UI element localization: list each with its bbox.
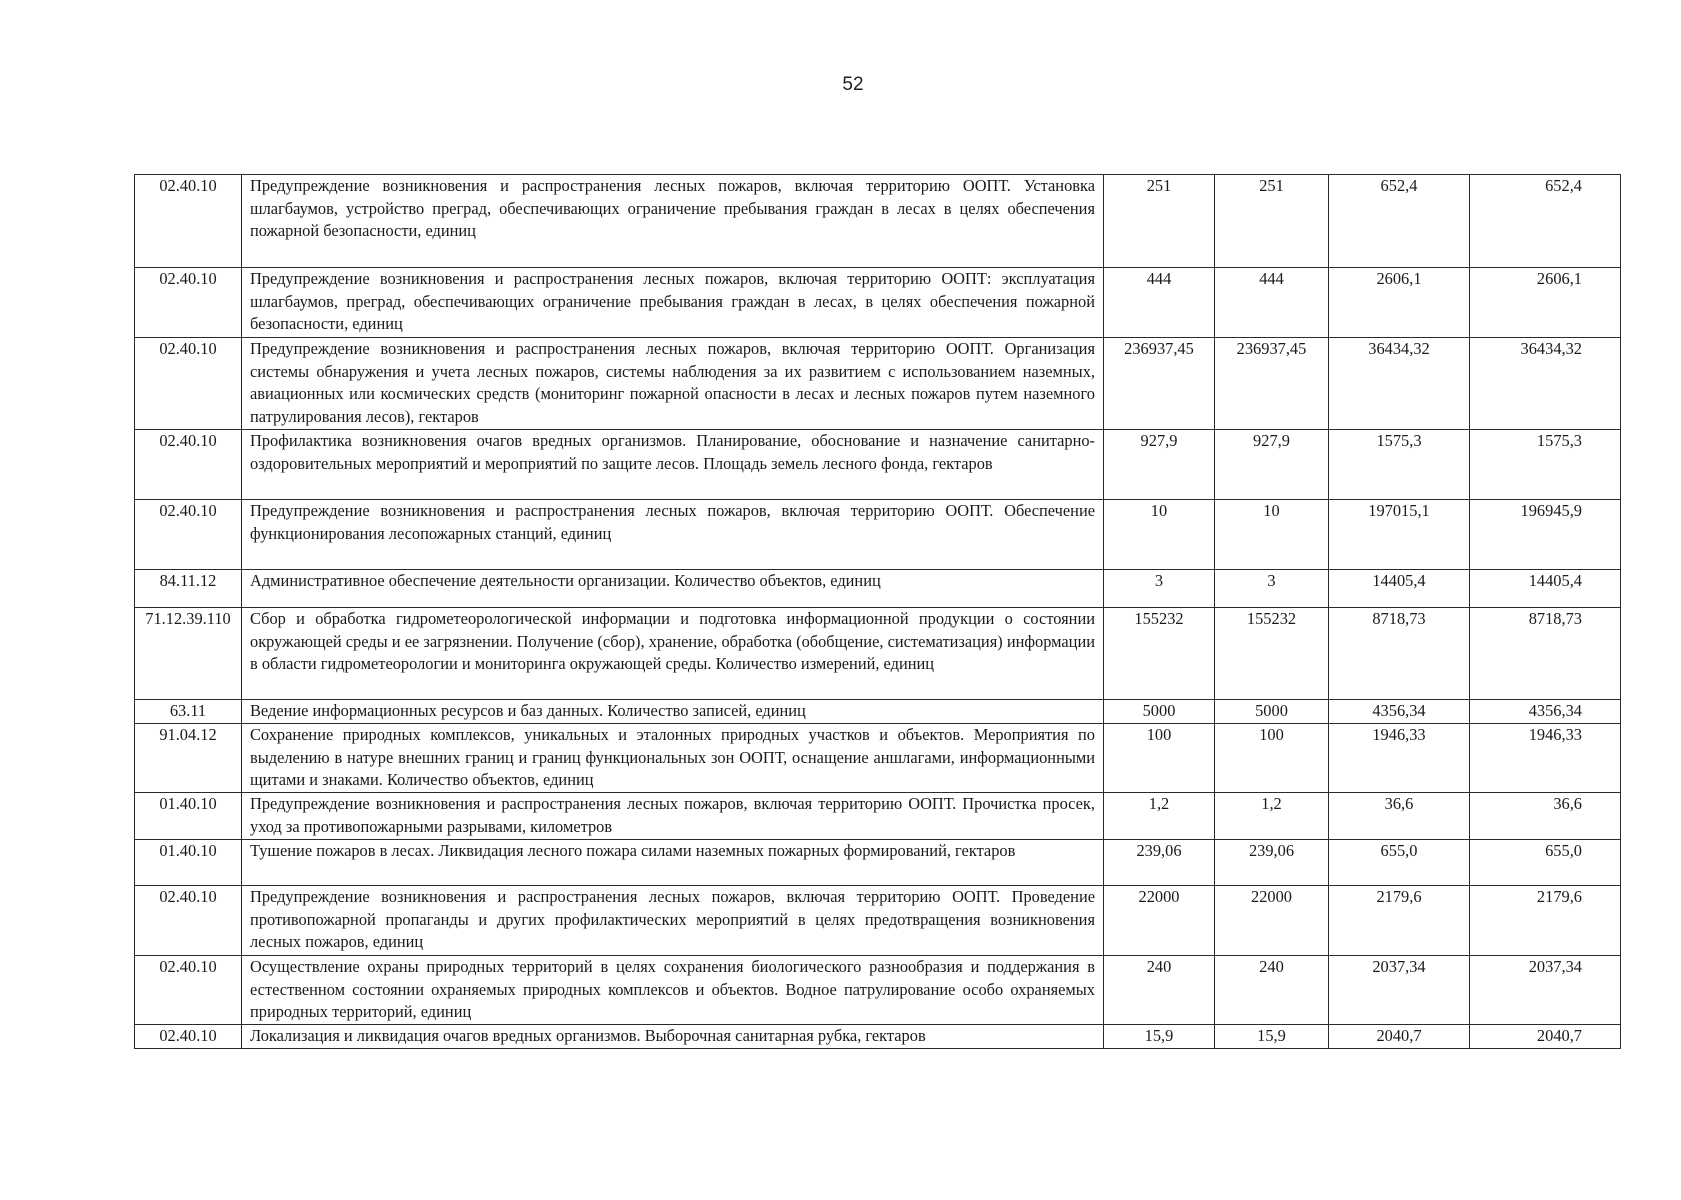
value-cell-4: 2037,34 bbox=[1470, 956, 1621, 1025]
okved-code-cell: 02.40.10 bbox=[135, 956, 242, 1025]
value-cell-2: 5000 bbox=[1215, 700, 1329, 724]
value-cell-3: 2179,6 bbox=[1329, 886, 1470, 956]
description-cell: Предупреждение возникновения и распространения лесных пожаров, включая территорию ООПТ. Проведение противопожарной пропаганды и других профилактических мероприятий в целях предотвращения возникновения лесных пожаров, единиц bbox=[242, 886, 1104, 956]
description-cell: Предупреждение возникновения и распространения лесных пожаров, включая территорию ООПТ. Установка шлагбаумов, устройство преград, обеспечивающих ограничение пребывания граждан в лесах в целях обеспечения пожарной безопасности, единиц bbox=[242, 175, 1104, 268]
value-cell-2: 22000 bbox=[1215, 886, 1329, 956]
okved-code-cell: 84.11.12 bbox=[135, 570, 242, 608]
description-cell: Сохранение природных комплексов, уникальных и эталонных природных участков и объектов. Мероприятия по выделению в натуре внешних границ и границ функциональных зон ООПТ, оснащение аншлагами, информационными щитами и знаками. Количество объектов, единиц bbox=[242, 724, 1104, 793]
value-cell-2: 927,9 bbox=[1215, 430, 1329, 500]
value-cell-4: 1946,33 bbox=[1470, 724, 1621, 793]
value-cell-2: 1,2 bbox=[1215, 793, 1329, 840]
value-cell-2: 236937,45 bbox=[1215, 338, 1329, 430]
value-cell-3: 652,4 bbox=[1329, 175, 1470, 268]
page-number: 52 bbox=[842, 74, 864, 95]
value-cell-3: 1946,33 bbox=[1329, 724, 1470, 793]
value-cell-1: 927,9 bbox=[1104, 430, 1215, 500]
value-cell-2: 3 bbox=[1215, 570, 1329, 608]
value-cell-1: 444 bbox=[1104, 268, 1215, 338]
okved-code-cell: 01.40.10 bbox=[135, 840, 242, 886]
okved-code-cell: 02.40.10 bbox=[135, 338, 242, 430]
table-row bbox=[135, 1025, 1621, 1049]
value-cell-3: 8718,73 bbox=[1329, 608, 1470, 700]
description-cell: Локализация и ликвидация очагов вредных организмов. Выборочная санитарная рубка, гектаров bbox=[242, 1025, 1104, 1049]
value-cell-3: 36434,32 bbox=[1329, 338, 1470, 430]
okved-code-cell: 02.40.10 bbox=[135, 430, 242, 500]
table-row bbox=[135, 338, 1621, 430]
value-cell-2: 155232 bbox=[1215, 608, 1329, 700]
table-row bbox=[135, 886, 1621, 956]
value-cell-1: 5000 bbox=[1104, 700, 1215, 724]
value-cell-4: 36434,32 bbox=[1470, 338, 1621, 430]
value-cell-4: 4356,34 bbox=[1470, 700, 1621, 724]
okved-code-cell: 02.40.10 bbox=[135, 1025, 242, 1049]
value-cell-1: 15,9 bbox=[1104, 1025, 1215, 1049]
okved-code-cell: 02.40.10 bbox=[135, 268, 242, 338]
value-cell-3: 1575,3 bbox=[1329, 430, 1470, 500]
value-cell-4: 2606,1 bbox=[1470, 268, 1621, 338]
value-cell-3: 36,6 bbox=[1329, 793, 1470, 840]
value-cell-4: 2040,7 bbox=[1470, 1025, 1621, 1049]
value-cell-4: 14405,4 bbox=[1470, 570, 1621, 608]
table-row bbox=[135, 608, 1621, 700]
value-cell-1: 239,06 bbox=[1104, 840, 1215, 886]
value-cell-1: 1,2 bbox=[1104, 793, 1215, 840]
okved-code-cell: 71.12.39.110 bbox=[135, 608, 242, 700]
description-cell: Предупреждение возникновения и распространения лесных пожаров, включая территорию ООПТ. Обеспечение функционирования лесопожарных станций, единиц bbox=[242, 500, 1104, 570]
value-cell-4: 1575,3 bbox=[1470, 430, 1621, 500]
value-cell-1: 100 bbox=[1104, 724, 1215, 793]
value-cell-3: 197015,1 bbox=[1329, 500, 1470, 570]
value-cell-2: 444 bbox=[1215, 268, 1329, 338]
value-cell-4: 36,6 bbox=[1470, 793, 1621, 840]
table-row bbox=[135, 430, 1621, 500]
value-cell-4: 8718,73 bbox=[1470, 608, 1621, 700]
description-cell: Профилактика возникновения очагов вредных организмов. Планирование, обоснование и назначение санитарно-оздоровительных мероприятий и мероприятий по защите лесов. Площадь земель лесного фонда, гектаров bbox=[242, 430, 1104, 500]
services-table bbox=[134, 174, 1621, 1049]
value-cell-4: 655,0 bbox=[1470, 840, 1621, 886]
value-cell-1: 251 bbox=[1104, 175, 1215, 268]
value-cell-4: 2179,6 bbox=[1470, 886, 1621, 956]
table-row bbox=[135, 840, 1621, 886]
table-row bbox=[135, 700, 1621, 724]
value-cell-3: 655,0 bbox=[1329, 840, 1470, 886]
table-row bbox=[135, 793, 1621, 840]
table-row bbox=[135, 956, 1621, 1025]
value-cell-2: 10 bbox=[1215, 500, 1329, 570]
description-cell: Предупреждение возникновения и распространения лесных пожаров, включая территорию ООПТ. Прочистка просек, уход за противопожарными разрывами, километров bbox=[242, 793, 1104, 840]
description-cell: Сбор и обработка гидрометеорологической информации и подготовка информационной продукции о состоянии окружающей среды и ее загрязнении. Получение (сбор), хранение, обработка (обобщение, систематизация) информации в области гидрометеорологии и мониторинга окружающей среды. Количество измерений, единиц bbox=[242, 608, 1104, 700]
description-cell: Предупреждение возникновения и распространения лесных пожаров, включая территорию ООПТ: эксплуатация шлагбаумов, преград, обеспечивающих ограничение пребывания граждан в лесах, в целях обеспечения пожарной безопасности, единиц bbox=[242, 268, 1104, 338]
okved-code-cell: 63.11 bbox=[135, 700, 242, 724]
value-cell-2: 240 bbox=[1215, 956, 1329, 1025]
value-cell-2: 15,9 bbox=[1215, 1025, 1329, 1049]
value-cell-1: 155232 bbox=[1104, 608, 1215, 700]
okved-code-cell: 01.40.10 bbox=[135, 793, 242, 840]
description-cell: Административное обеспечение деятельности организации. Количество объектов, единиц bbox=[242, 570, 1104, 608]
table-row bbox=[135, 724, 1621, 793]
description-cell: Осуществление охраны природных территорий в целях сохранения биологического разнообразия и поддержания в естественном состоянии охраняемых природных комплексов и объектов. Водное патрулирование особо охраняемых природных территорий, единиц bbox=[242, 956, 1104, 1025]
value-cell-4: 652,4 bbox=[1470, 175, 1621, 268]
value-cell-3: 14405,4 bbox=[1329, 570, 1470, 608]
value-cell-2: 239,06 bbox=[1215, 840, 1329, 886]
okved-code-cell: 91.04.12 bbox=[135, 724, 242, 793]
value-cell-1: 22000 bbox=[1104, 886, 1215, 956]
value-cell-3: 4356,34 bbox=[1329, 700, 1470, 724]
value-cell-3: 2040,7 bbox=[1329, 1025, 1470, 1049]
okved-code-cell: 02.40.10 bbox=[135, 886, 242, 956]
description-cell: Предупреждение возникновения и распространения лесных пожаров, включая территорию ООПТ. Организация системы обнаружения и учета лесных пожаров, системы наблюдения за их развитием с использованием наземных, авиационных или космических средств (мониторинг пожарной опасности в лесах и лесных пожаров путем наземного патрулирования лесов), гектаров bbox=[242, 338, 1104, 430]
value-cell-4: 196945,9 bbox=[1470, 500, 1621, 570]
value-cell-2: 251 bbox=[1215, 175, 1329, 268]
table-row bbox=[135, 570, 1621, 608]
description-cell: Тушение пожаров в лесах. Ликвидация лесного пожара силами наземных пожарных формирований, гектаров bbox=[242, 840, 1104, 886]
table-row bbox=[135, 500, 1621, 570]
okved-code-cell: 02.40.10 bbox=[135, 500, 242, 570]
table-row bbox=[135, 268, 1621, 338]
value-cell-3: 2037,34 bbox=[1329, 956, 1470, 1025]
value-cell-3: 2606,1 bbox=[1329, 268, 1470, 338]
table-row bbox=[135, 175, 1621, 268]
value-cell-1: 236937,45 bbox=[1104, 338, 1215, 430]
value-cell-1: 3 bbox=[1104, 570, 1215, 608]
value-cell-1: 10 bbox=[1104, 500, 1215, 570]
okved-code-cell: 02.40.10 bbox=[135, 175, 242, 268]
value-cell-2: 100 bbox=[1215, 724, 1329, 793]
value-cell-1: 240 bbox=[1104, 956, 1215, 1025]
description-cell: Ведение информационных ресурсов и баз данных. Количество записей, единиц bbox=[242, 700, 1104, 724]
